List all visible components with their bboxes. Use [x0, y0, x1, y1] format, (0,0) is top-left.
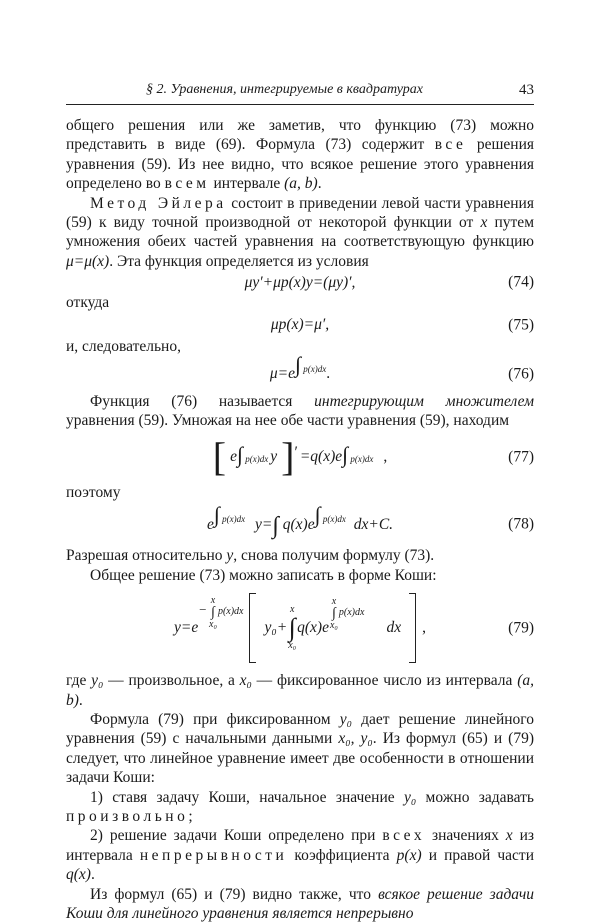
- paragraph-integrating-factor: Функция (76) называется интегрирующим множителем уравнения (59). Умножая на нее обе части уравнения (59), находим: [66, 393, 535, 430]
- equation-79: y=e − x ∫ x₀ p(x)dx y₀+ x ∫ x₀ q(x)e x ∫ x₀ p(x)dx dx , (79): [66, 585, 534, 671]
- text-poetomu: поэтому: [66, 483, 121, 501]
- page-header: [66, 82, 534, 105]
- equation-75: μp(x)=μ′, (75): [270, 315, 534, 333]
- page-number: 43: [519, 82, 534, 98]
- equation-77: [ e ∫ p(x)dx y ] ′ =q(x)e ∫ p(x)dx , (77): [212, 433, 534, 479]
- paragraph-formula-79: Формула (79) при фиксированном y₀ дает решение линейного уравнения (59) с начальными данными x₀, y₀. Из формул (65) и (79) следует, что линейное уравнение имеет две особенности в отношении задачи Коши:: [66, 710, 535, 787]
- text-i-sled: и, следовательно,: [66, 337, 181, 355]
- equation-74: μy′+μp(x)y=(μy)′, (74): [244, 273, 534, 291]
- paragraph-1: общего решения или же заметив, что функцию (73) можно представить в виде (69). Формула (73) содержит все решения уравнения (59). Из нее видно, что всякое решение этого уравнения определено во всем интервале (a, b).: [66, 117, 534, 193]
- list-item-2: 2) решение задачи Коши определено при всех значениях x из интервала непрерывности коэффициента p(x) и правой части q(x).: [66, 827, 534, 884]
- text-otkuda: откуда: [66, 294, 110, 312]
- list-item-1: 1) ставя задачу Коши, начальное значение y₀ можно задавать произвольно;: [66, 788, 534, 825]
- equation-78: $e^{\int p(x)dx}$ y=∫ $q(x)e^{\int p(x)dx}$ dx+C. (78): [206, 502, 534, 539]
- paragraph-cauchy-form: Общее решение (73) можно записать в форме Коши:: [90, 566, 437, 584]
- running-head: § 2. Уравнения, интегрируемые в квадратурах: [146, 82, 423, 97]
- paragraph-continuity: Из формул (65) и (79) видно также, что всякое решение задачи Коши для линейного уравнения является непрерывно: [66, 885, 534, 922]
- equation-76: $\mu=e^{\int p(x)dx}$. (76): [269, 352, 534, 383]
- paragraph-solving: Разрешая относительно y, снова получим формулу (73).: [66, 547, 435, 565]
- paragraph-where: где y₀ — произвольное, а x₀ — фиксированное число из интервала (a, b).: [66, 672, 534, 709]
- page-body: [66, 116, 534, 923]
- paragraph-euler: Метод Эйлера состоит в приведении левой части уравнения (59) к виду точной производной от некоторой функции от x путем умножения обеих частей уравнения на соответствующую функцию μ=μ(x). Эта функция определяется из условия: [66, 194, 534, 270]
